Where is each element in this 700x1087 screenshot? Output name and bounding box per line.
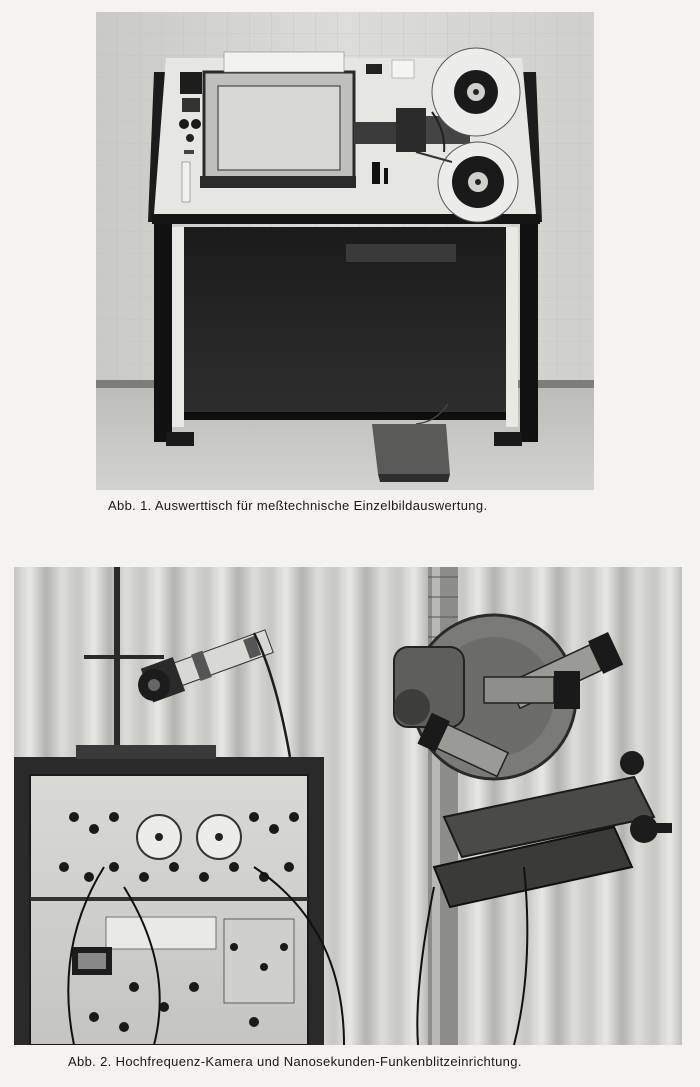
figure-1-caption: Abb. 1. Auswerttisch für meßtechnische Einzelbildauswertung. [108,498,488,513]
figure-2-caption: Abb. 2. Hochfrequenz-Kamera und Nanosekunden-Funkenblitzeinrichtung. [68,1054,522,1069]
camera-and-flash-image [14,567,682,1045]
figure-1-photo [96,12,594,490]
evaluation-table-image [96,12,594,490]
figure-2-photo [14,567,682,1045]
